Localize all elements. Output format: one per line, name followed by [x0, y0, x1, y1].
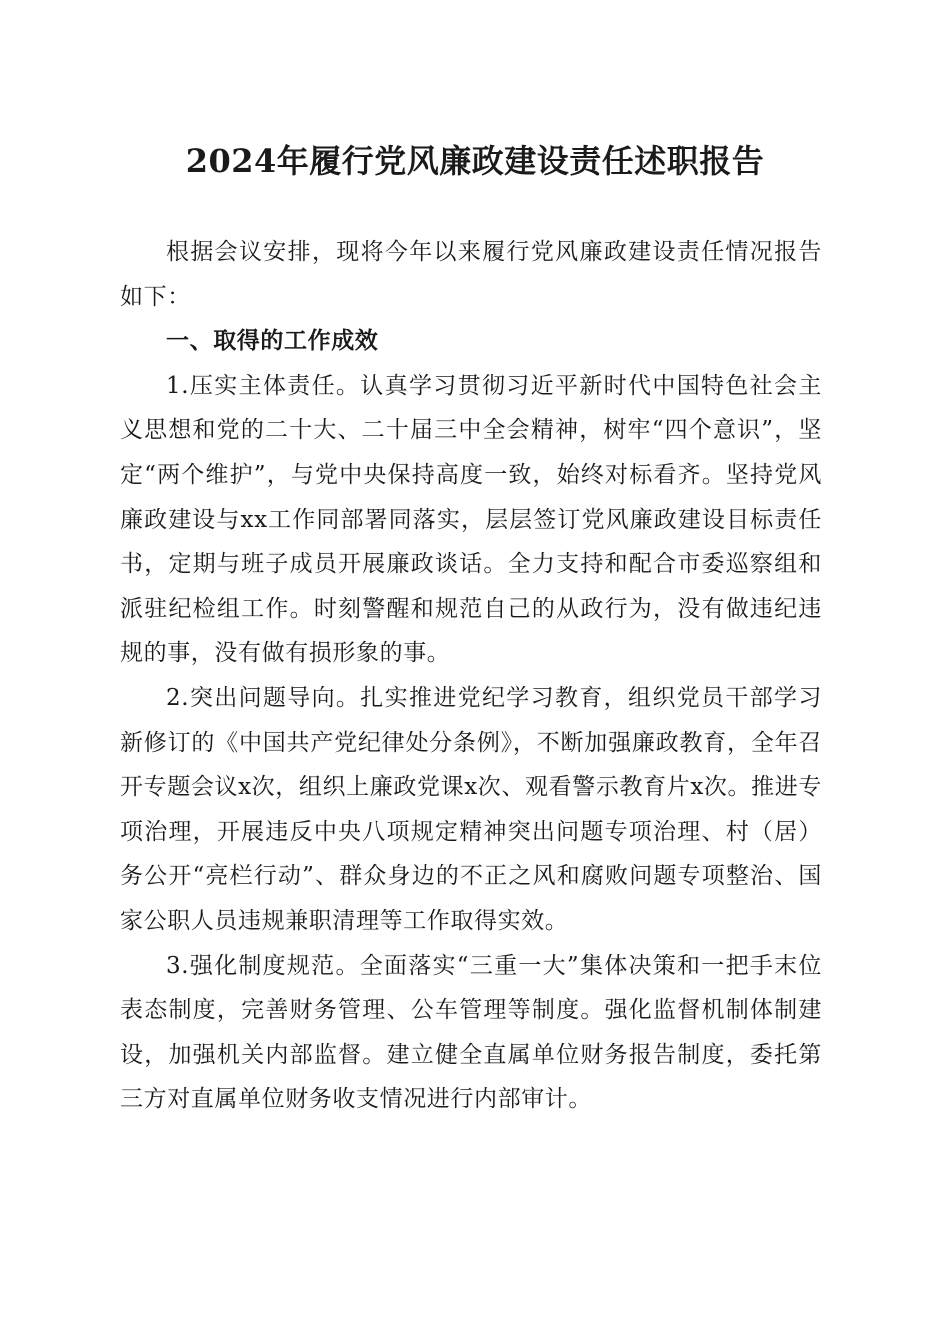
paragraph-problem-orientation: 2.突出问题导向。扎实推进党纪学习教育，组织党员干部学习新修订的《中国共产党纪律处分条例》，不断加强廉政教育，全年召开专题会议x次，组织上廉政党课x次、观看警示教育片x次。推进专项治理，开展违反中央八项规定精神突出问题专项治理、村（居）务公开“亮栏行动”、群众身边的不正之风和腐败问题专项整治、国家公职人员违规兼职清理等工作取得实效。	[120, 684, 822, 934]
section-heading-achievements: 一、取得的工作成效	[166, 328, 379, 355]
document-title: 2024年履行党风廉政建设责任述职报告	[185, 142, 765, 180]
paragraph-system-standards: 3.强化制度规范。全面落实“三重一大”集体决策和一把手末位表态制度，完善财务管理、公车管理等制度。强化监督机制体制建设，加强机关内部监督。建立健全直属单位财务报告制度，委托第三方对直属单位财务收支情况进行内部审计。	[120, 952, 822, 1113]
document-body	[120, 230, 822, 1122]
paragraph-main-responsibility: 1.压实主体责任。认真学习贯彻习近平新时代中国特色社会主义思想和党的二十大、二十届三中全会精神，树牢“四个意识”，坚定“两个维护”，与党中央保持高度一致，始终对标看齐。坚持党风廉政建设与xx工作同部署同落实，层层签订党风廉政建设目标责任书，定期与班子成员开展廉政谈话。全力支持和配合市委巡察组和派驻纪检组工作。时刻警醒和规范自己的从政行为，没有做违纪违规的事，没有做有损形象的事。	[120, 372, 822, 667]
intro-paragraph: 根据会议安排，现将今年以来履行党风廉政建设责任情况报告如下：	[120, 239, 822, 310]
